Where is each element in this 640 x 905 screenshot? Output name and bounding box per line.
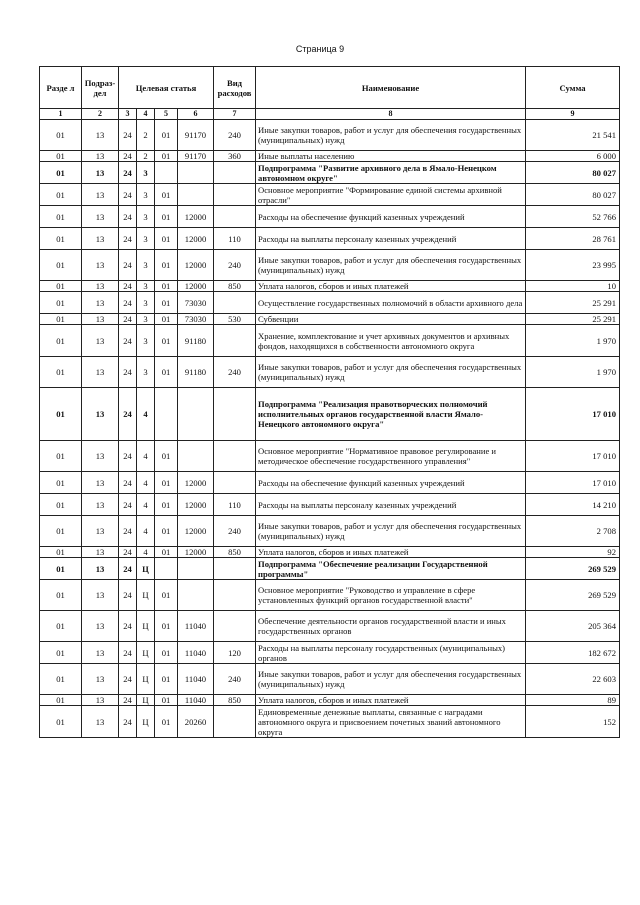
- subprogram-code-cell: Ц: [137, 580, 155, 611]
- sum-cell: 21 541: [526, 120, 620, 151]
- subprogram-code-cell: 3: [137, 281, 155, 292]
- razdel-cell: 01: [40, 388, 82, 441]
- direction-code-cell: 12000: [178, 494, 214, 516]
- table-row: [40, 184, 620, 206]
- subprogram-code-cell: 4: [137, 441, 155, 472]
- header-podrazdel: Подраз- дел: [82, 67, 119, 109]
- subprogram-code-cell: Ц: [137, 642, 155, 664]
- razdel-cell: 01: [40, 228, 82, 250]
- event-code-cell: 01: [155, 664, 178, 695]
- razdel-cell: 01: [40, 695, 82, 706]
- table-row: [40, 281, 620, 292]
- page-label: Страница 9: [295, 44, 345, 54]
- sum-cell: 1 970: [526, 325, 620, 357]
- event-code-cell: 01: [155, 580, 178, 611]
- program-code-cell: 24: [119, 314, 137, 325]
- podrazdel-cell: 13: [82, 516, 119, 547]
- event-code-cell: 01: [155, 472, 178, 494]
- program-code-cell: 24: [119, 642, 137, 664]
- razdel-cell: 01: [40, 314, 82, 325]
- expense-type-cell: 850: [214, 281, 256, 292]
- event-code-cell: 01: [155, 120, 178, 151]
- program-code-cell: 24: [119, 547, 137, 558]
- sum-cell: 10: [526, 281, 620, 292]
- sum-cell: 6 000: [526, 151, 620, 162]
- event-code-cell: 01: [155, 151, 178, 162]
- name-cell: Расходы на выплаты персоналу казенных учреждений: [256, 228, 526, 250]
- subprogram-code-cell: 2: [137, 151, 155, 162]
- direction-code-cell: 73030: [178, 314, 214, 325]
- table-row: [40, 314, 620, 325]
- event-code-cell: [155, 162, 178, 184]
- podrazdel-cell: 13: [82, 228, 119, 250]
- expense-type-cell: [214, 706, 256, 738]
- subprogram-code-cell: 3: [137, 292, 155, 314]
- sum-cell: 23 995: [526, 250, 620, 281]
- event-code-cell: [155, 388, 178, 441]
- razdel-cell: 01: [40, 250, 82, 281]
- sum-cell: 182 672: [526, 642, 620, 664]
- razdel-cell: 01: [40, 184, 82, 206]
- program-code-cell: 24: [119, 151, 137, 162]
- sum-cell: 17 010: [526, 441, 620, 472]
- sum-cell: 25 291: [526, 292, 620, 314]
- column-number: 2: [82, 109, 119, 120]
- expense-type-cell: 240: [214, 357, 256, 388]
- direction-code-cell: 73030: [178, 292, 214, 314]
- program-code-cell: 24: [119, 664, 137, 695]
- podrazdel-cell: 13: [82, 558, 119, 580]
- event-code-cell: 01: [155, 184, 178, 206]
- direction-code-cell: [178, 184, 214, 206]
- event-code-cell: 01: [155, 206, 178, 228]
- table-row: [40, 325, 620, 357]
- table-row: [40, 706, 620, 738]
- podrazdel-cell: 13: [82, 642, 119, 664]
- program-code-cell: 24: [119, 611, 137, 642]
- podrazdel-cell: 13: [82, 281, 119, 292]
- name-cell: Иные закупки товаров, работ и услуг для обеспечения государственных (муниципальных) нужд: [256, 357, 526, 388]
- table-row: [40, 547, 620, 558]
- sum-cell: 80 027: [526, 184, 620, 206]
- sum-cell: 89: [526, 695, 620, 706]
- podrazdel-cell: 13: [82, 325, 119, 357]
- program-code-cell: 24: [119, 325, 137, 357]
- podrazdel-cell: 13: [82, 388, 119, 441]
- event-code-cell: 01: [155, 547, 178, 558]
- subprogram-code-cell: 3: [137, 325, 155, 357]
- subprogram-code-cell: 3: [137, 206, 155, 228]
- subprogram-code-cell: 3: [137, 184, 155, 206]
- header-vid: Вид расходов: [214, 67, 256, 109]
- razdel-cell: 01: [40, 120, 82, 151]
- podrazdel-cell: 13: [82, 441, 119, 472]
- direction-code-cell: 12000: [178, 228, 214, 250]
- name-cell: Уплата налогов, сборов и иных платежей: [256, 281, 526, 292]
- razdel-cell: 01: [40, 441, 82, 472]
- table-row: [40, 472, 620, 494]
- podrazdel-cell: 13: [82, 547, 119, 558]
- subprogram-code-cell: 2: [137, 120, 155, 151]
- header-sum: Сумма: [526, 67, 620, 109]
- expense-type-cell: [214, 580, 256, 611]
- table-row: [40, 151, 620, 162]
- column-number: 4: [137, 109, 155, 120]
- table-row: [40, 292, 620, 314]
- subprogram-code-cell: 4: [137, 494, 155, 516]
- subprogram-code-cell: 3: [137, 228, 155, 250]
- name-cell: Осуществление государственных полномочий в области архивного дела: [256, 292, 526, 314]
- subprogram-code-cell: 3: [137, 314, 155, 325]
- sum-cell: 2 708: [526, 516, 620, 547]
- name-cell: Основное мероприятие "Нормативное правовое регулирование и методическое обеспечение государственного управления": [256, 441, 526, 472]
- direction-code-cell: 11040: [178, 664, 214, 695]
- program-code-cell: 24: [119, 558, 137, 580]
- program-code-cell: 24: [119, 388, 137, 441]
- program-code-cell: 24: [119, 516, 137, 547]
- razdel-cell: 01: [40, 516, 82, 547]
- program-code-cell: 24: [119, 281, 137, 292]
- direction-code-cell: 12000: [178, 206, 214, 228]
- razdel-cell: 01: [40, 706, 82, 738]
- table-row: [40, 162, 620, 184]
- razdel-cell: 01: [40, 547, 82, 558]
- name-cell: Иные закупки товаров, работ и услуг для обеспечения государственных (муниципальных) нужд: [256, 120, 526, 151]
- program-code-cell: 24: [119, 580, 137, 611]
- name-cell: Подпрограмма "Обеспечение реализации Государственной программы": [256, 558, 526, 580]
- direction-code-cell: 11040: [178, 611, 214, 642]
- subprogram-code-cell: 4: [137, 472, 155, 494]
- name-cell: Иные закупки товаров, работ и услуг для обеспечения государственных (муниципальных) нужд: [256, 664, 526, 695]
- razdel-cell: 01: [40, 494, 82, 516]
- sum-cell: 52 766: [526, 206, 620, 228]
- subprogram-code-cell: 3: [137, 162, 155, 184]
- podrazdel-cell: 13: [82, 151, 119, 162]
- event-code-cell: 01: [155, 250, 178, 281]
- podrazdel-cell: 13: [82, 206, 119, 228]
- sum-cell: 14 210: [526, 494, 620, 516]
- name-cell: Обеспечение деятельности органов государственной власти и иных государственных органов: [256, 611, 526, 642]
- name-cell: Расходы на выплаты персоналу казенных учреждений: [256, 494, 526, 516]
- name-cell: Расходы на выплаты персоналу государственных (муниципальных) органов: [256, 642, 526, 664]
- name-cell: Субвенции: [256, 314, 526, 325]
- table-row: [40, 664, 620, 695]
- name-cell: Иные выплаты населению: [256, 151, 526, 162]
- expense-type-cell: [214, 162, 256, 184]
- event-code-cell: [155, 558, 178, 580]
- subprogram-code-cell: Ц: [137, 611, 155, 642]
- name-cell: Расходы на обеспечение функций казенных учреждений: [256, 206, 526, 228]
- table-row: [40, 494, 620, 516]
- sum-cell: 17 010: [526, 472, 620, 494]
- program-code-cell: 24: [119, 120, 137, 151]
- program-code-cell: 24: [119, 184, 137, 206]
- column-number: 1: [40, 109, 82, 120]
- event-code-cell: 01: [155, 292, 178, 314]
- table-row: [40, 388, 620, 441]
- column-number: 7: [214, 109, 256, 120]
- sum-cell: 205 364: [526, 611, 620, 642]
- sum-cell: 269 529: [526, 580, 620, 611]
- razdel-cell: 01: [40, 558, 82, 580]
- podrazdel-cell: 13: [82, 706, 119, 738]
- name-cell: Уплата налогов, сборов и иных платежей: [256, 547, 526, 558]
- expense-type-cell: 240: [214, 250, 256, 281]
- podrazdel-cell: 13: [82, 494, 119, 516]
- table-body: [40, 120, 620, 738]
- expense-type-cell: [214, 325, 256, 357]
- event-code-cell: 01: [155, 642, 178, 664]
- razdel-cell: 01: [40, 357, 82, 388]
- sum-cell: 28 761: [526, 228, 620, 250]
- expense-type-cell: 120: [214, 642, 256, 664]
- direction-code-cell: 12000: [178, 250, 214, 281]
- expense-type-cell: [214, 611, 256, 642]
- direction-code-cell: [178, 388, 214, 441]
- expense-type-cell: [214, 206, 256, 228]
- table-row: [40, 611, 620, 642]
- expense-type-cell: [214, 472, 256, 494]
- name-cell: Единовременные денежные выплаты, связанные с наградами автономного округа и присвоением почетных званий автономного округа: [256, 706, 526, 738]
- header-row: [40, 67, 620, 109]
- header-target-article: Целевая статья: [119, 67, 214, 109]
- column-number: 9: [526, 109, 620, 120]
- direction-code-cell: 91180: [178, 357, 214, 388]
- expense-type-cell: 850: [214, 695, 256, 706]
- program-code-cell: 24: [119, 472, 137, 494]
- direction-code-cell: [178, 558, 214, 580]
- direction-code-cell: 12000: [178, 547, 214, 558]
- program-code-cell: 24: [119, 357, 137, 388]
- sum-cell: 17 010: [526, 388, 620, 441]
- razdel-cell: 01: [40, 281, 82, 292]
- name-cell: Основное мероприятие "Руководство и управление в сфере установленных функций органов государственной власти": [256, 580, 526, 611]
- razdel-cell: 01: [40, 580, 82, 611]
- event-code-cell: 01: [155, 325, 178, 357]
- event-code-cell: 01: [155, 706, 178, 738]
- program-code-cell: 24: [119, 206, 137, 228]
- expense-type-cell: [214, 441, 256, 472]
- sum-cell: 152: [526, 706, 620, 738]
- name-cell: Уплата налогов, сборов и иных платежей: [256, 695, 526, 706]
- event-code-cell: 01: [155, 357, 178, 388]
- sum-cell: 22 603: [526, 664, 620, 695]
- direction-code-cell: 91170: [178, 151, 214, 162]
- subprogram-code-cell: 3: [137, 357, 155, 388]
- podrazdel-cell: 13: [82, 162, 119, 184]
- table-row: [40, 120, 620, 151]
- expense-type-cell: [214, 388, 256, 441]
- header-razdel: Разде л: [40, 67, 82, 109]
- column-number: 8: [256, 109, 526, 120]
- podrazdel-cell: 13: [82, 120, 119, 151]
- table-row: [40, 357, 620, 388]
- sum-cell: 1 970: [526, 357, 620, 388]
- direction-code-cell: 91180: [178, 325, 214, 357]
- podrazdel-cell: 13: [82, 357, 119, 388]
- expense-type-cell: 240: [214, 120, 256, 151]
- razdel-cell: 01: [40, 325, 82, 357]
- expense-type-cell: 240: [214, 664, 256, 695]
- subprogram-code-cell: Ц: [137, 558, 155, 580]
- podrazdel-cell: 13: [82, 611, 119, 642]
- razdel-cell: 01: [40, 151, 82, 162]
- program-code-cell: 24: [119, 695, 137, 706]
- program-code-cell: 24: [119, 162, 137, 184]
- column-number: 3: [119, 109, 137, 120]
- budget-table: [39, 66, 620, 738]
- event-code-cell: 01: [155, 441, 178, 472]
- direction-code-cell: [178, 441, 214, 472]
- name-cell: Расходы на обеспечение функций казенных учреждений: [256, 472, 526, 494]
- podrazdel-cell: 13: [82, 314, 119, 325]
- program-code-cell: 24: [119, 228, 137, 250]
- name-cell: Основное мероприятие "Формирование единой системы архивной отрасли": [256, 184, 526, 206]
- podrazdel-cell: 13: [82, 580, 119, 611]
- podrazdel-cell: 13: [82, 472, 119, 494]
- razdel-cell: 01: [40, 611, 82, 642]
- event-code-cell: 01: [155, 611, 178, 642]
- event-code-cell: 01: [155, 516, 178, 547]
- event-code-cell: 01: [155, 228, 178, 250]
- razdel-cell: 01: [40, 472, 82, 494]
- table-row: [40, 228, 620, 250]
- expense-type-cell: 530: [214, 314, 256, 325]
- sum-cell: 269 529: [526, 558, 620, 580]
- event-code-cell: 01: [155, 695, 178, 706]
- razdel-cell: 01: [40, 162, 82, 184]
- podrazdel-cell: 13: [82, 664, 119, 695]
- sum-cell: 80 027: [526, 162, 620, 184]
- table-row: [40, 642, 620, 664]
- table-row: [40, 516, 620, 547]
- name-cell: Подпрограмма "Развитие архивного дела в Ямало-Ненецком автономном округе": [256, 162, 526, 184]
- event-code-cell: 01: [155, 494, 178, 516]
- expense-type-cell: 240: [214, 516, 256, 547]
- name-cell: Иные закупки товаров, работ и услуг для обеспечения государственных (муниципальных) нужд: [256, 516, 526, 547]
- direction-code-cell: 12000: [178, 516, 214, 547]
- header-name: Наименование: [256, 67, 526, 109]
- event-code-cell: 01: [155, 281, 178, 292]
- subprogram-code-cell: 4: [137, 516, 155, 547]
- table-row: [40, 441, 620, 472]
- podrazdel-cell: 13: [82, 695, 119, 706]
- table-row: [40, 695, 620, 706]
- sum-cell: 92: [526, 547, 620, 558]
- expense-type-cell: 110: [214, 494, 256, 516]
- direction-code-cell: [178, 162, 214, 184]
- direction-code-cell: 12000: [178, 281, 214, 292]
- table-row: [40, 250, 620, 281]
- subprogram-code-cell: Ц: [137, 695, 155, 706]
- name-cell: Хранение, комплектование и учет архивных документов и архивных фондов, находящихся в собственности автономного округа: [256, 325, 526, 357]
- direction-code-cell: [178, 580, 214, 611]
- direction-code-cell: 91170: [178, 120, 214, 151]
- sum-cell: 25 291: [526, 314, 620, 325]
- expense-type-cell: [214, 292, 256, 314]
- program-code-cell: 24: [119, 494, 137, 516]
- subprogram-code-cell: Ц: [137, 664, 155, 695]
- name-cell: Подпрограмма "Реализация правотворческих полномочий исполнительных органов государственной власти Ямало-Ненецкого автономного округа": [256, 388, 526, 441]
- subprogram-code-cell: 3: [137, 250, 155, 281]
- table-row: [40, 206, 620, 228]
- program-code-cell: 24: [119, 292, 137, 314]
- podrazdel-cell: 13: [82, 292, 119, 314]
- razdel-cell: 01: [40, 206, 82, 228]
- podrazdel-cell: 13: [82, 250, 119, 281]
- subprogram-code-cell: 4: [137, 547, 155, 558]
- event-code-cell: 01: [155, 314, 178, 325]
- direction-code-cell: 11040: [178, 695, 214, 706]
- column-number-row: [40, 109, 620, 120]
- column-number: 5: [155, 109, 178, 120]
- subprogram-code-cell: 4: [137, 388, 155, 441]
- direction-code-cell: 20260: [178, 706, 214, 738]
- expense-type-cell: [214, 558, 256, 580]
- column-number: 6: [178, 109, 214, 120]
- table-row: [40, 558, 620, 580]
- razdel-cell: 01: [40, 292, 82, 314]
- name-cell: Иные закупки товаров, работ и услуг для обеспечения государственных (муниципальных) нужд: [256, 250, 526, 281]
- subprogram-code-cell: Ц: [137, 706, 155, 738]
- expense-type-cell: 360: [214, 151, 256, 162]
- direction-code-cell: 11040: [178, 642, 214, 664]
- table-row: [40, 580, 620, 611]
- razdel-cell: 01: [40, 664, 82, 695]
- expense-type-cell: 850: [214, 547, 256, 558]
- razdel-cell: 01: [40, 642, 82, 664]
- direction-code-cell: 12000: [178, 472, 214, 494]
- expense-type-cell: [214, 184, 256, 206]
- expense-type-cell: 110: [214, 228, 256, 250]
- program-code-cell: 24: [119, 250, 137, 281]
- podrazdel-cell: 13: [82, 184, 119, 206]
- program-code-cell: 24: [119, 706, 137, 738]
- program-code-cell: 24: [119, 441, 137, 472]
